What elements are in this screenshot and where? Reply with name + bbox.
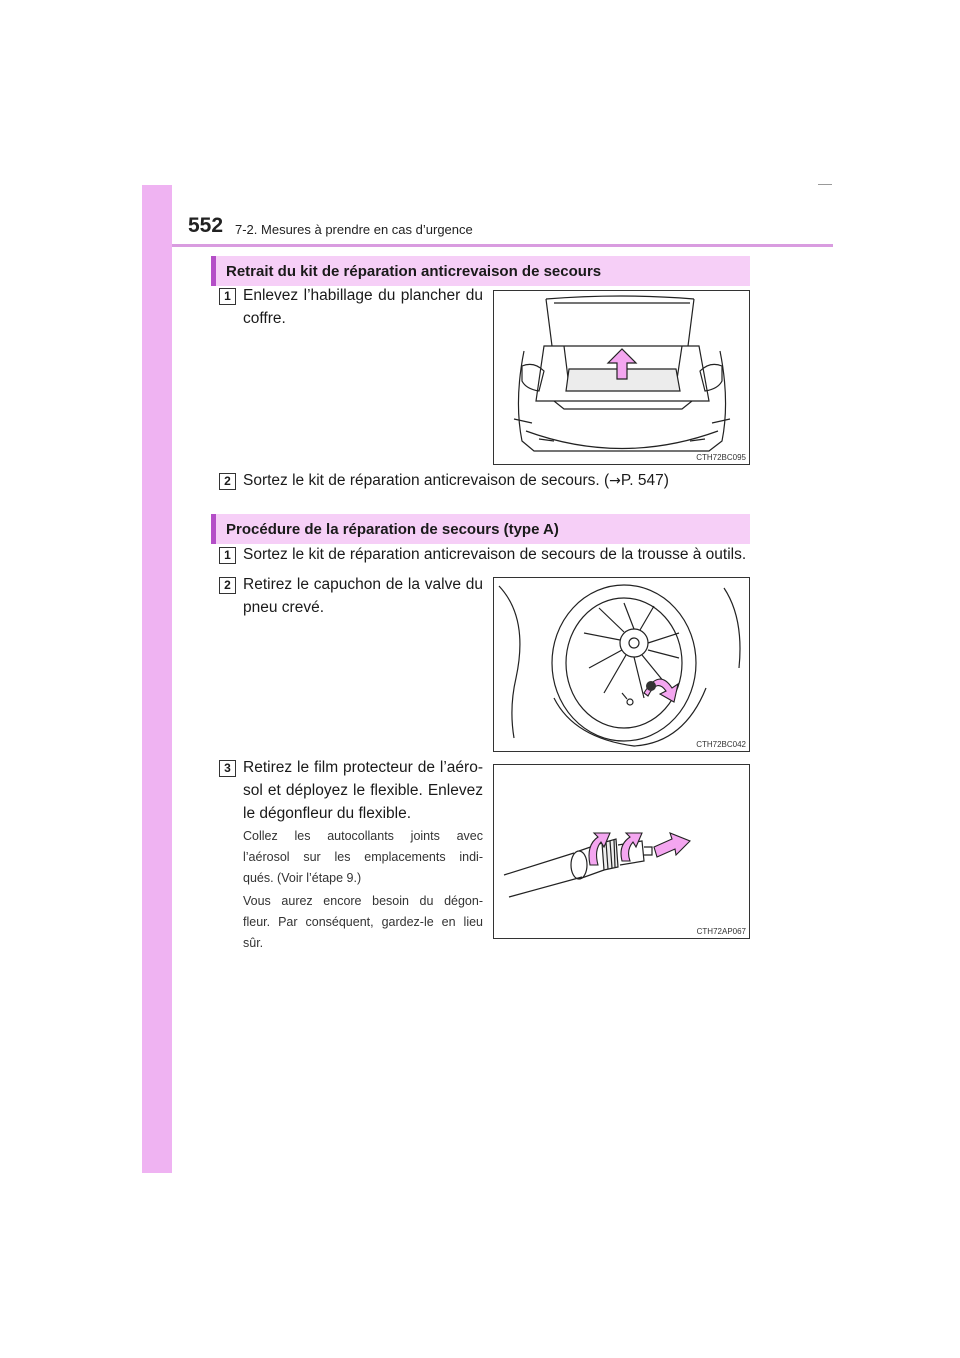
step-number: 1 [219, 288, 236, 305]
step-text: Retirez le film protecteur de l’aéro- sol et déployez le flexible. Enlevez le dégonfleur du flexible. [243, 759, 483, 822]
figure-hose-deflator [493, 764, 750, 939]
step-text: Sortez le kit de réparation anticrevaison de secours. (→P. 547) [243, 472, 669, 489]
step-number: 1 [219, 547, 236, 564]
figure-tire-valve [493, 577, 750, 752]
section-title-procedure: Procédure de la réparation de secours (type A) [211, 514, 750, 544]
page-number: 552 [188, 214, 224, 237]
step-text: Enlevez l’habillage du plancher du coffre. [243, 287, 483, 327]
section-title-removal: Retrait du kit de réparation anticrevaison de secours [211, 256, 750, 286]
figure-code: CTH72AP067 [696, 927, 746, 936]
step-number: 2 [219, 577, 236, 594]
header-rule [172, 244, 833, 247]
section-path: 7-2. Mesures à prendre en cas d’urgence [235, 222, 473, 237]
step-text: Retirez le capuchon de la valve du pneu crevé. [243, 576, 483, 616]
side-tab-band [142, 185, 172, 1173]
crop-mark [818, 184, 832, 185]
step-note: Vous aurez encore besoin du dégon- fleur. Par conséquent, gardez-le en lieu sûr. [243, 894, 483, 950]
step-number: 3 [219, 760, 236, 777]
step-number: 2 [219, 473, 236, 490]
page-reference-link[interactable]: P. 547) [620, 472, 669, 489]
step-note: Collez les autocollants joints avec l’aérosol sur les emplacements indi- qués. (Voir l’étape 9.) [243, 829, 483, 885]
step-text: Sortez le kit de réparation anticrevaison de secours de la trousse à outils. [243, 546, 747, 563]
figure-code: CTH72BC042 [696, 740, 746, 749]
figure-code: CTH72BC095 [696, 453, 746, 462]
reference-arrow-icon: → [609, 473, 621, 489]
figure-trunk [493, 290, 750, 465]
